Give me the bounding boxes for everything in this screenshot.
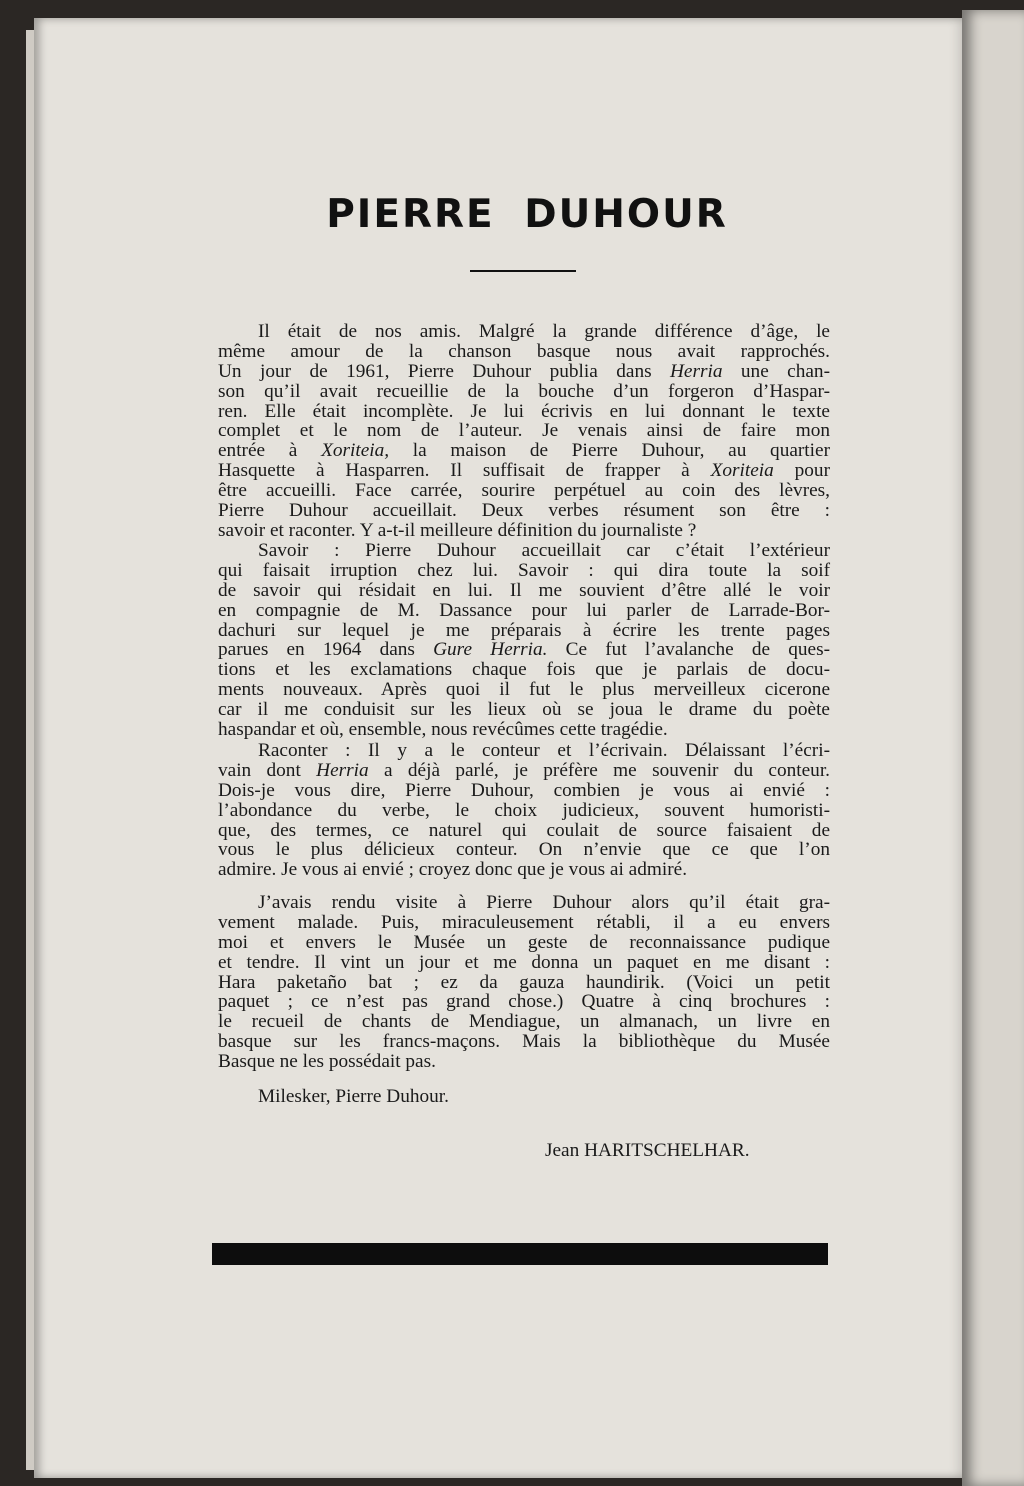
text-line: paquet ; ce n’est pas grand chose.) Quatre à cinq brochures : — [218, 991, 830, 1013]
text-line: savoir et raconter. Y a-t-il meilleure définition du journaliste ? — [218, 519, 697, 541]
text-line: qui faisait irruption chez lui. Savoir : qui dira toute la soif — [218, 559, 830, 581]
text-line: Pierre Duhour accueillait. Deux verbes résument son être : — [218, 500, 830, 522]
italic-title: Xoriteia — [710, 460, 774, 482]
text-line: ments nouveaux. Après quoi il fut le plus merveilleux cicerone — [218, 679, 830, 701]
text-line: que, des termes, ce naturel qui coulait de source faisaient de — [218, 819, 830, 841]
text-line: entrée à Xoriteia, la maison de Pierre Duhour, au quartier — [218, 440, 831, 462]
text-line: J’avais rendu visite à Pierre Duhour alors qu’il était gra- — [258, 892, 830, 913]
text-line: vain dont Herria a déjà parlé, je préfère me souvenir du conteur. — [218, 759, 830, 781]
text-line: de savoir qui résidait en lui. Il me souvient d’être allé le voir — [218, 579, 830, 601]
text-line: Il était de nos amis. Malgré la grande différence d’âge, le — [258, 321, 830, 342]
text-line: en compagnie de M. Dassance pour lui parler de Larrade-Bor- — [218, 599, 830, 621]
text-line: son qu’il avait recueillie de la bouche d’un forgeron d’Haspar- — [218, 380, 830, 402]
text-line: Hara paketaño bat ; ez da gauza haundirik. (Voici un petit — [218, 971, 830, 993]
text-line: moi et envers le Musée un geste de reconnaissance pudique — [218, 931, 830, 953]
text-line: Savoir : Pierre Duhour accueillait car c’était l’extérieur — [258, 540, 830, 561]
text-line: vement malade. Puis, miraculeusement rétabli, il a eu envers — [218, 911, 830, 933]
text-line: être accueilli. Face carrée, sourire perpétuel au coin des lèvres, — [218, 480, 830, 502]
paragraph-3 — [218, 741, 830, 880]
text-line: admire. Je vous ai envié ; croyez donc que je vous ai admiré. — [218, 859, 688, 881]
text-line: car il me conduisit sur les lieux où se joua le drame du poète — [218, 699, 830, 721]
closing-line: Milesker, Pierre Duhour. — [258, 1086, 449, 1107]
text-line: haspandar et où, ensemble, nous revécûmes cette tragédie. — [218, 719, 668, 741]
text-line: dachuri sur lequel je me préparais à écrire les trente pages — [218, 619, 830, 641]
text-line: le recueil de chants de Mendiague, un almanach, un livre en — [218, 1011, 830, 1033]
text-line: même amour de la chanson basque nous avait rapprochés. — [218, 340, 830, 362]
footer-black-bar — [212, 1243, 828, 1265]
text-line: vous le plus délicieux conteur. On n’envie que ce que l’on — [218, 839, 830, 861]
text-line: et tendre. Il vint un jour et me donna un paquet en me disant : — [218, 951, 830, 973]
text-line: Dois-je vous dire, Pierre Duhour, combien je vous ai envié : — [218, 779, 830, 801]
paragraph-4 — [218, 893, 830, 1072]
text-line: Basque ne les possédait pas. — [218, 1051, 436, 1073]
author-signature: Jean HARITSCHELHAR. — [545, 1140, 750, 1161]
paragraph-1 — [218, 322, 830, 541]
text-line: Raconter : Il y a le conteur et l’écrivain. Délaissant l’écri- — [258, 740, 830, 761]
text-line: complet et le nom de l’auteur. Je venais ainsi de faire mon — [218, 420, 830, 442]
text-line: l’abondance du verbe, le choix judicieux, souvent humoristi- — [218, 799, 830, 821]
text-line: basque sur les francs-maçons. Mais la bibliothèque du Musée — [218, 1031, 830, 1053]
text-line: tions et les exclamations chaque fois que je parlais de docu- — [218, 659, 830, 681]
italic-title: Gure Herria. — [433, 639, 548, 661]
italic-title: Xoriteia, — [321, 440, 390, 462]
italic-title: Herria — [316, 759, 369, 781]
text-line: ren. Elle était incomplète. Je lui écrivis en lui donnant le texte — [218, 400, 830, 422]
italic-title: Herria — [670, 360, 723, 382]
article-title: PIERRE DUHOUR — [326, 192, 728, 237]
text-line: Hasquette à Hasparren. Il suffisait de frapper à Xoriteia pour — [218, 460, 830, 482]
title-rule — [470, 270, 576, 272]
text-line: parues en 1964 dans Gure Herria. Ce fut l’avalanche de ques- — [218, 639, 830, 661]
paragraph-2 — [218, 541, 830, 740]
text-line: Un jour de 1961, Pierre Duhour publia dans Herria une chan- — [218, 360, 830, 382]
